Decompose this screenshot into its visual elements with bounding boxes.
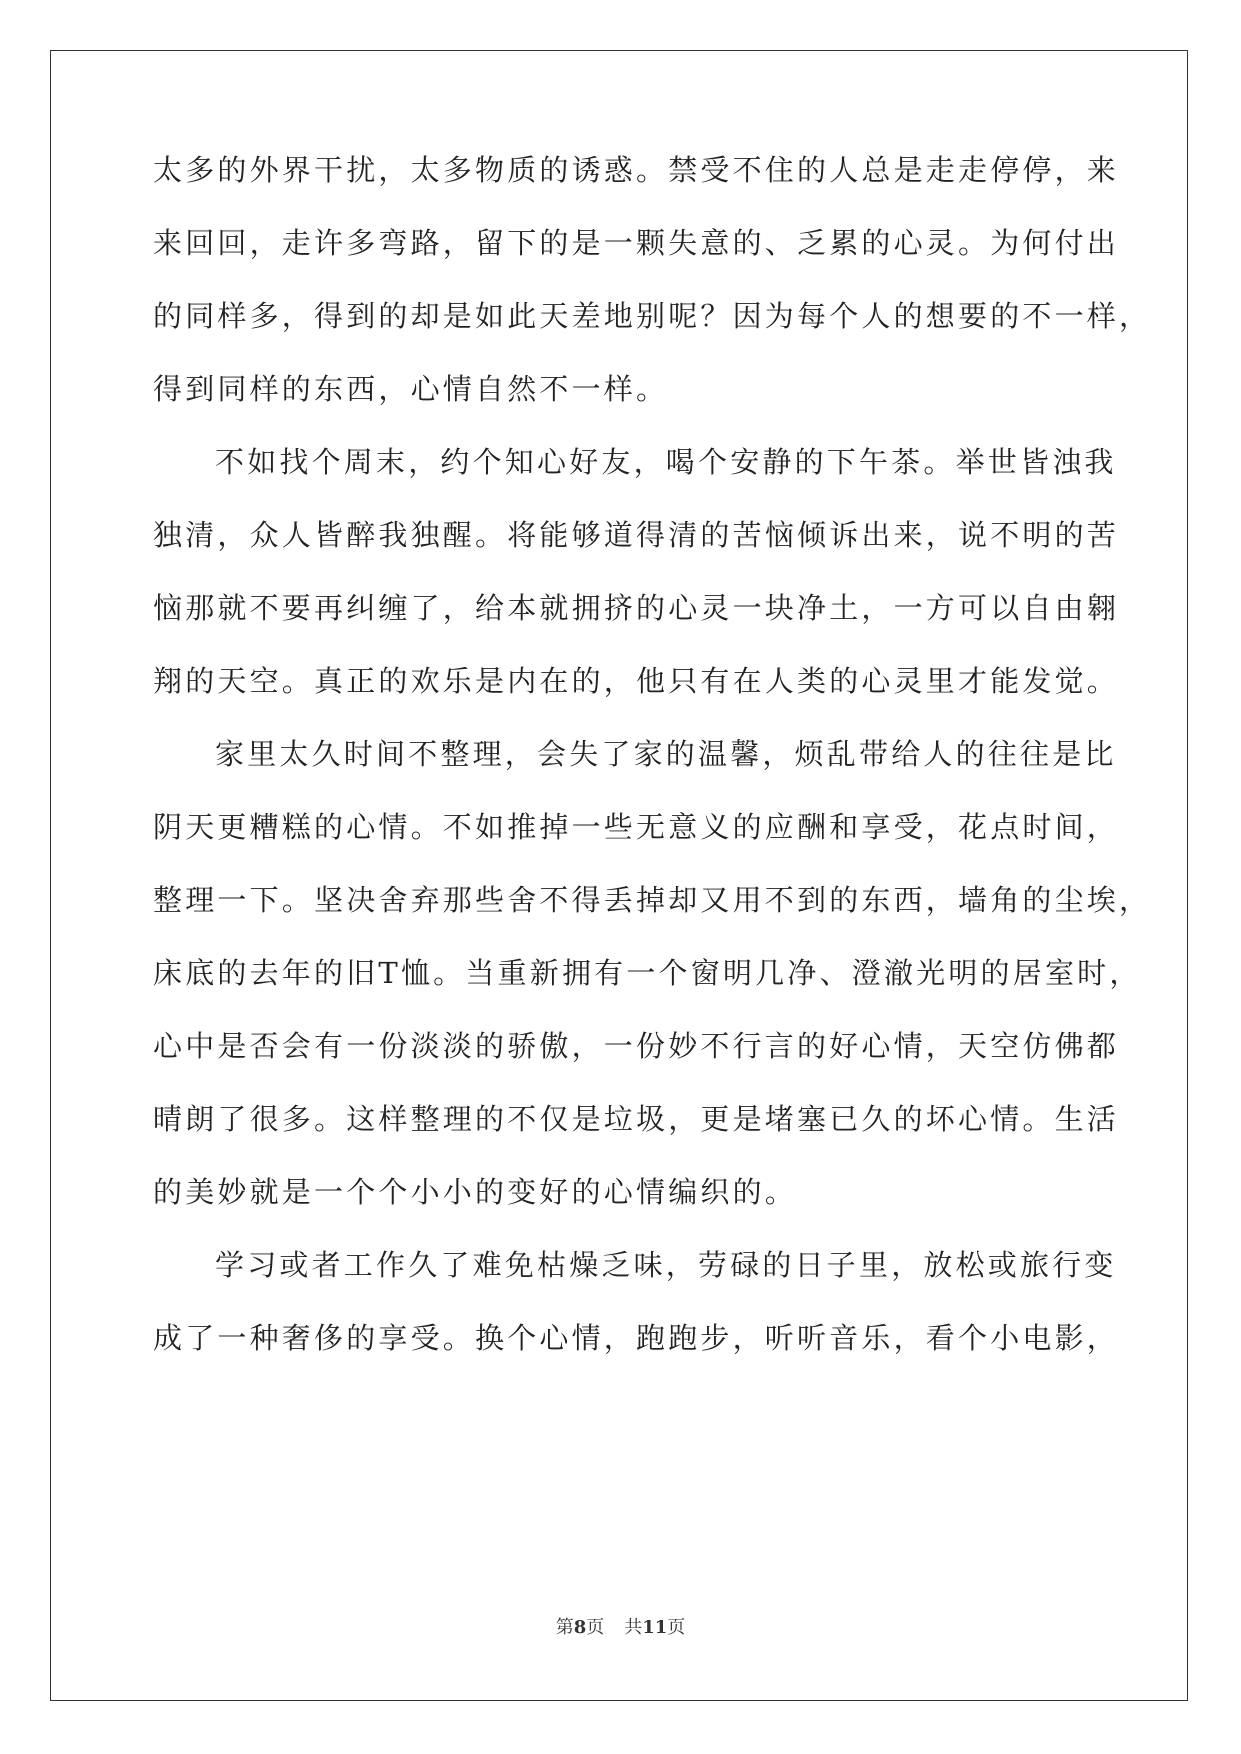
body-line: 恼那就不要再纠缠了，给本就拥挤的心灵一块净土，一方可以自由翱 — [153, 591, 1120, 625]
body-line: 太多的外界干扰，太多物质的诱惑。禁受不住的人总是走走停停，来 — [153, 153, 1120, 187]
total-prefix: 共 — [624, 1617, 643, 1638]
body-line: 学习或者工作久了难免枯燥乏味，劳碌的日子里，放松或旅行变 — [215, 1248, 1117, 1282]
body-line: 晴朗了很多。这样整理的不仅是垃圾，更是堵塞已久的坏心情。生活 — [153, 1102, 1120, 1136]
body-line: 的美妙就是一个个小小的变好的心情编织的。 — [153, 1175, 798, 1209]
body-line: 成了一种奢侈的享受。换个心情，跑跑步，听听音乐，看个小电影， — [153, 1321, 1120, 1355]
body-line: 床底的去年的旧T恤。当重新拥有一个窗明几净、澄澈光明的居室时， — [153, 956, 1142, 990]
body-line: 阴天更糟糕的心情。不如推掉一些无意义的应酬和享受，花点时间， — [153, 810, 1120, 844]
page-current: 8 — [573, 1617, 587, 1638]
body-line: 整理一下。坚决舍弃那些舍不得丢掉却又用不到的东西，墙角的尘埃， — [153, 883, 1152, 917]
body-line: 独清，众人皆醉我独醒。将能够道得清的苦恼倾诉出来，说不明的苦 — [153, 518, 1120, 552]
body-line: 心中是否会有一份淡淡的骄傲，一份妙不行言的好心情，天空仿佛都 — [153, 1029, 1120, 1063]
body-line: 来回回，走许多弯路，留下的是一颗失意的、乏累的心灵。为何付出 — [153, 226, 1120, 260]
page-prefix: 第 — [555, 1617, 574, 1638]
body-line: 得到同样的东西，心情自然不一样。 — [153, 372, 669, 406]
page-footer — [0, 1616, 1241, 1640]
page-suffix: 页 — [586, 1617, 605, 1638]
body-line: 翔的天空。真正的欢乐是内在的，他只有在人类的心灵里才能发觉。 — [153, 664, 1120, 698]
body-line: 的同样多，得到的却是如此天差地别呢？因为每个人的想要的不一样， — [153, 299, 1152, 333]
page-total: 11 — [642, 1617, 668, 1638]
body-line: 家里太久时间不整理，会失了家的温馨，烦乱带给人的往往是比 — [215, 737, 1117, 771]
body-line: 不如找个周末，约个知心好友，喝个安静的下午茶。举世皆浊我 — [215, 445, 1117, 479]
total-suffix: 页 — [667, 1617, 686, 1638]
